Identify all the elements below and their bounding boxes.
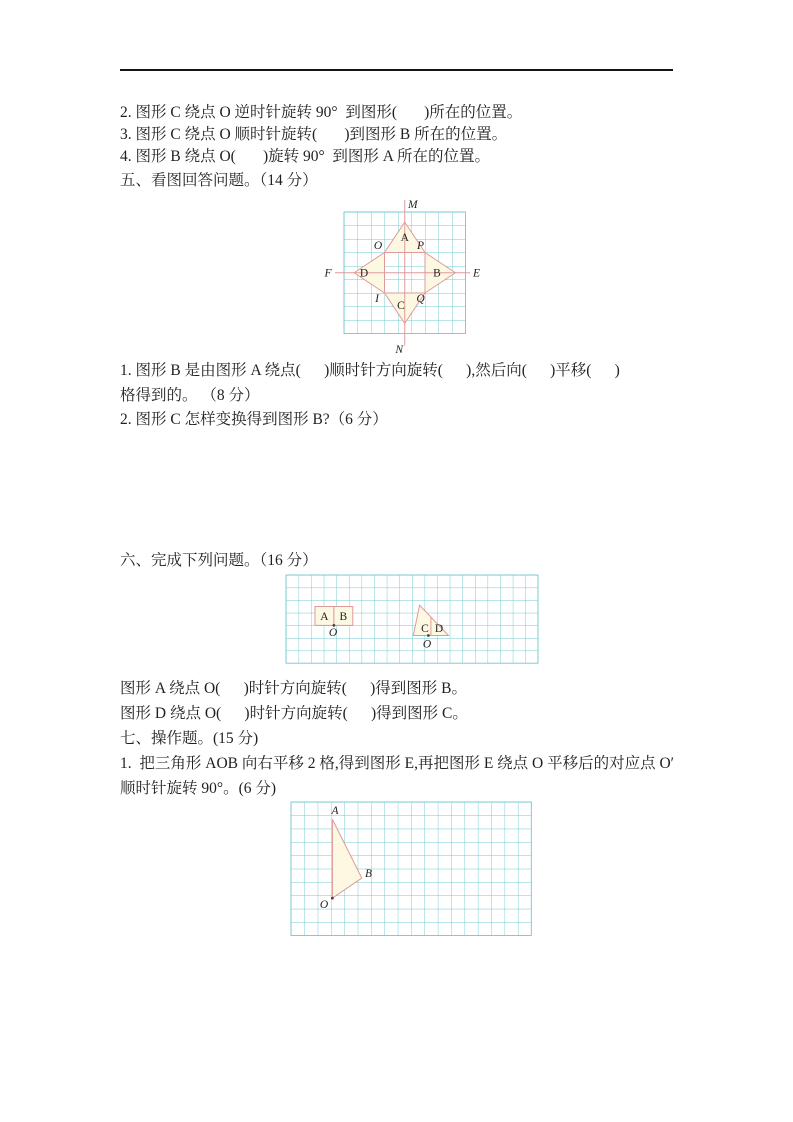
label-shape-C: C xyxy=(397,300,405,312)
label-shape-A: A xyxy=(320,611,329,623)
section7-question1-line2: 顺时针旋转 90°。(6 分) xyxy=(120,780,277,797)
question-4: 4. 图形 B 绕点 O( )旋转 90° 到图形 A 所在的位置。 xyxy=(120,148,491,165)
label-shape-B: B xyxy=(339,611,348,623)
point-O-vertex xyxy=(331,897,334,900)
top-divider xyxy=(120,69,673,71)
question-2: 2. 图形 C 绕点 O 逆时针旋转 90° 到图形( )所在的位置。 xyxy=(120,104,523,121)
label-point-N: N xyxy=(395,344,403,356)
label-shape-D: D xyxy=(434,623,444,635)
section6-line2: 图形 D 绕点 O( )时针方向旋转( )得到图形 C。 xyxy=(120,705,468,722)
triangle-AOB-grid-diagram xyxy=(288,797,534,943)
label-point-O-left: O xyxy=(328,627,338,639)
section7-question1-line1: 1. 把三角形 AOB 向右平移 2 格,得到图形 E,再把图形 E 绕点 O 平移后的对应点 O′ xyxy=(120,755,675,772)
grid-3 xyxy=(291,802,531,936)
section5-question1-line1: 1. 图形 B 是由图形 A 绕点( )顺时针方向旋转( ),然后向( )平移( ) xyxy=(120,362,620,379)
label-point-O: O xyxy=(319,899,329,911)
label-point-B: B xyxy=(365,868,373,880)
section5-question1-line2: 格得到的。 （8 分） xyxy=(120,387,260,404)
label-point-O: O xyxy=(373,240,383,252)
label-point-O-right: O xyxy=(422,638,432,651)
label-point-E: E xyxy=(473,267,481,280)
label-shape-D: D xyxy=(359,267,369,280)
section7-title: 七、操作题。(15 分) xyxy=(120,730,259,747)
label-point-P: P xyxy=(416,240,425,252)
rotation-grid-diagram xyxy=(283,572,541,668)
section6-line1: 图形 A 绕点 O( )时针方向旋转( )得到图形 B。 xyxy=(120,680,468,697)
label-point-I: I xyxy=(375,293,379,305)
label-point-M: M xyxy=(408,199,418,211)
label-shape-C: C xyxy=(421,623,429,635)
label-point-Q: Q xyxy=(416,293,425,305)
section5-title: 五、看图回答问题。（14 分） xyxy=(120,172,318,189)
label-shape-B: B xyxy=(433,267,441,280)
question-3: 3. 图形 C 绕点 O 顺时针旋转( )到图形 B 所在的位置。 xyxy=(120,126,508,143)
pinwheel-grid-diagram xyxy=(320,194,492,356)
section6-title: 六、完成下列问题。（16 分） xyxy=(120,552,318,569)
label-point-F: F xyxy=(324,267,332,280)
label-shape-A: A xyxy=(400,232,409,244)
section5-question2: 2. 图形 C 怎样变换得到图形 B?（6 分） xyxy=(120,411,388,428)
label-point-A: A xyxy=(331,805,339,817)
